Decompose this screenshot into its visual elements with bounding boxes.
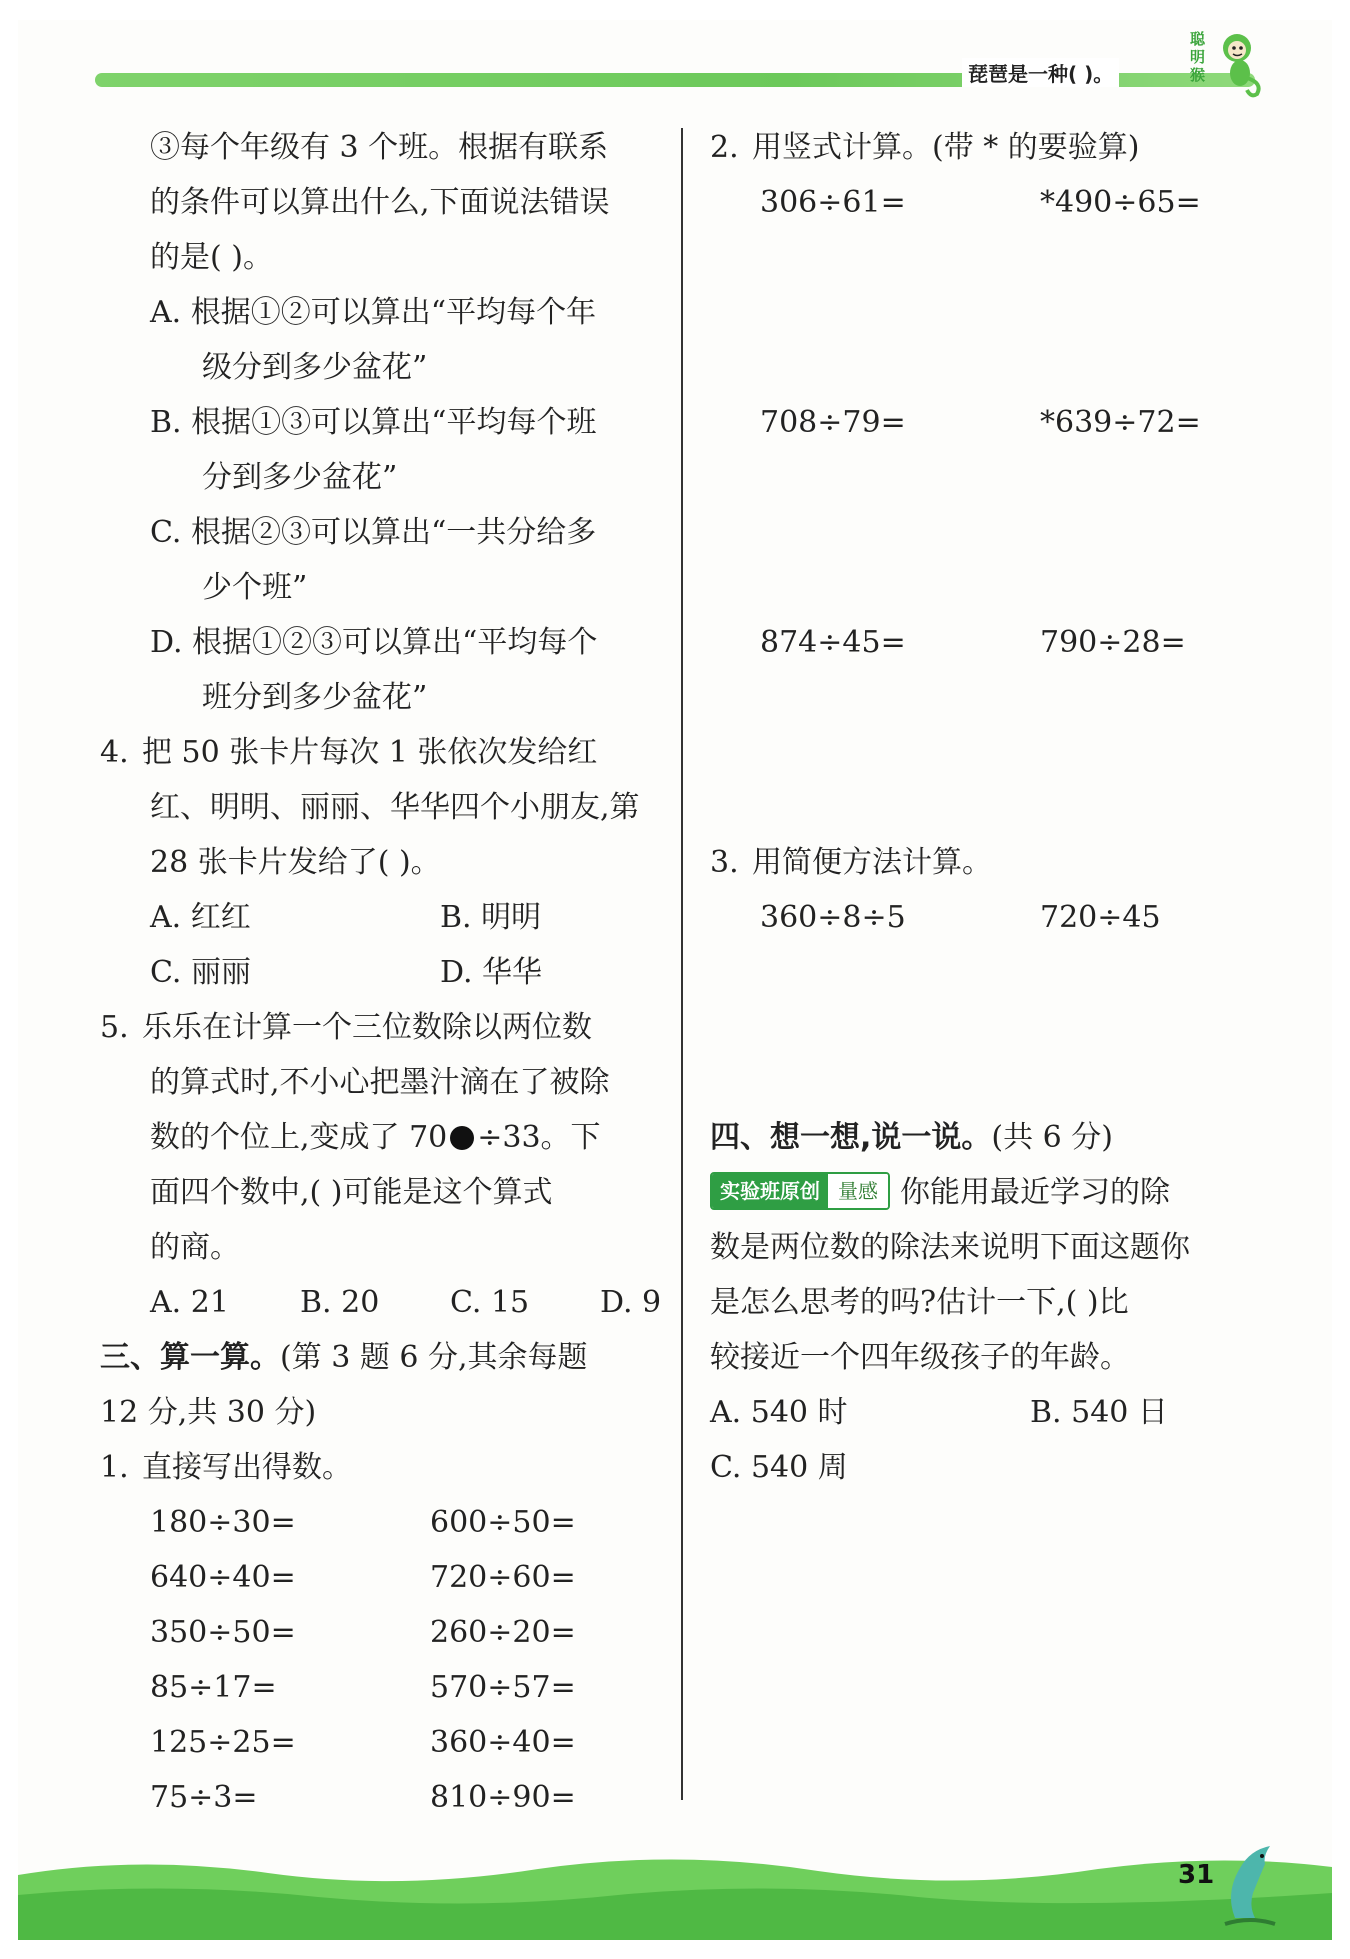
- question-text: 把 50 张卡片每次 1 张依次发给红: [142, 735, 598, 770]
- section-title: 三、算一算。: [100, 1340, 280, 1375]
- option-text: 分到多少盆花”: [202, 460, 398, 495]
- subquestion-3: [710, 835, 1280, 890]
- option-text: 班分到多少盆花”: [202, 680, 428, 715]
- calc-row: [100, 1605, 670, 1660]
- option-text: 少个班”: [202, 570, 308, 605]
- option-text: A. 21: [150, 1285, 229, 1320]
- options-row: [100, 945, 670, 1000]
- section-4-heading: [710, 1110, 1280, 1165]
- section-title: 四、想一想,说一说。: [710, 1120, 992, 1155]
- question-text: 用竖式计算。(带 * 的要验算): [752, 130, 1140, 165]
- calc-item: 708÷79=: [760, 405, 906, 440]
- header-riddle: 琵琶是一种( )。: [962, 58, 1119, 87]
- calc-item: 874÷45=: [760, 625, 906, 660]
- calc-item: 350÷50=: [150, 1615, 296, 1650]
- question-text-with-ink: [100, 1110, 670, 1165]
- tag-label: 量感: [828, 1174, 888, 1208]
- calc-item: 75÷3=: [150, 1780, 258, 1815]
- options-row: [100, 890, 670, 945]
- option-text: D. 华华: [440, 955, 543, 990]
- option-text: C. 540 周: [710, 1450, 848, 1485]
- calc-row: [100, 1770, 670, 1825]
- calc-row: [710, 890, 1280, 945]
- text-line: 的条件可以算出什么,下面说法错误: [150, 185, 610, 220]
- calc-row: [100, 1715, 670, 1770]
- question-text: 你能用最近学习的除: [900, 1175, 1170, 1210]
- calc-row: [710, 175, 1280, 230]
- work-space: [710, 230, 1280, 395]
- calc-item: 180÷30=: [150, 1505, 296, 1540]
- question-text: 红、明明、丽丽、华华四个小朋友,第: [150, 790, 640, 825]
- question-number: 5.: [100, 1010, 129, 1045]
- subquestion-2: [710, 120, 1280, 175]
- question-text: 直接写出得数。: [142, 1450, 352, 1485]
- option-text: B. 根据①③可以算出“平均每个班: [150, 405, 597, 440]
- question-number: 4.: [100, 735, 129, 770]
- calc-item: 720÷45: [1040, 900, 1161, 935]
- calc-row: [710, 395, 1280, 450]
- tag-label: 实验班原创: [712, 1174, 828, 1208]
- option-text: D. 根据①②③可以算出“平均每个: [150, 625, 598, 660]
- calc-item: 600÷50=: [430, 1505, 576, 1540]
- question-text: 面四个数中,( )可能是这个算式: [150, 1175, 553, 1210]
- options-row: [100, 1275, 670, 1330]
- option-text: A. 根据①②可以算出“平均每个年: [150, 295, 597, 330]
- question-text: 乐乐在计算一个三位数除以两位数: [142, 1010, 592, 1045]
- section-4-intro: [710, 1165, 1280, 1220]
- option-text: C. 丽丽: [150, 955, 251, 990]
- options-row: [710, 1385, 1280, 1440]
- calc-row: [100, 1660, 670, 1715]
- question-text: 的商。: [150, 1230, 240, 1265]
- option-text: B. 20: [300, 1285, 380, 1320]
- brand-label: 聪明猴: [1190, 30, 1206, 84]
- question-5: [100, 1000, 670, 1055]
- page-number: 31: [1178, 1860, 1215, 1890]
- footer-wave: [18, 1845, 1332, 1940]
- calc-row: [710, 615, 1280, 670]
- question-text: 的算式时,不小心把墨汁滴在了被除: [150, 1065, 610, 1100]
- calc-row: [100, 1550, 670, 1605]
- question-text: 数是两位数的除法来说明下面这题你: [710, 1230, 1190, 1265]
- section-note: (第 3 题 6 分,其余每题: [280, 1340, 588, 1375]
- calc-item: 125÷25=: [150, 1725, 296, 1760]
- calc-item: 570÷57=: [430, 1670, 576, 1705]
- question-text: 较接近一个四年级孩子的年龄。: [710, 1340, 1130, 1375]
- section-3-heading: [100, 1330, 670, 1385]
- option-text: D. 9: [600, 1285, 662, 1320]
- option-text: B. 540 日: [1030, 1395, 1168, 1430]
- original-tag: [710, 1172, 890, 1210]
- option-text: 级分到多少盆花”: [202, 350, 428, 385]
- calc-item: *639÷72=: [1040, 405, 1201, 440]
- option-text: B. 明明: [440, 900, 542, 935]
- ink-blot-icon: [450, 1126, 474, 1150]
- question-text: 用简便方法计算。: [752, 845, 992, 880]
- work-space: [710, 450, 1280, 615]
- question-4: [100, 725, 670, 780]
- left-column: [100, 120, 670, 1825]
- text-line: 的是( )。: [150, 240, 273, 275]
- question-text: 数的个位上,变成了 70: [150, 1120, 448, 1155]
- calc-item: 720÷60=: [430, 1560, 576, 1595]
- section-note: 12 分,共 30 分): [100, 1395, 317, 1430]
- calc-item: 790÷28=: [1040, 625, 1186, 660]
- calc-row: [100, 1495, 670, 1550]
- question-text: ÷33。下: [477, 1120, 601, 1155]
- right-column: [710, 120, 1280, 1495]
- calc-item: 360÷40=: [430, 1725, 576, 1760]
- calc-item: 306÷61=: [760, 185, 906, 220]
- question-text: 28 张卡片发给了( )。: [150, 845, 441, 880]
- calc-item: 260÷20=: [430, 1615, 576, 1650]
- calc-item: 85÷17=: [150, 1670, 277, 1705]
- work-space: [710, 670, 1280, 835]
- option-text: A. 红红: [150, 900, 251, 935]
- text-line: ③每个年级有 3 个班。根据有联系: [150, 130, 609, 165]
- work-space: [710, 945, 1280, 1110]
- option-text: C. 根据②③可以算出“一共分给多: [150, 515, 597, 550]
- question-text: 是怎么思考的吗?估计一下,( )比: [710, 1285, 1129, 1320]
- option-text: C. 15: [450, 1285, 530, 1320]
- calc-item: *490÷65=: [1040, 185, 1201, 220]
- question-number: 1.: [100, 1450, 129, 1485]
- option-text: A. 540 时: [710, 1395, 848, 1430]
- calc-item: 810÷90=: [430, 1780, 576, 1815]
- subquestion-1: [100, 1440, 670, 1495]
- section-note: (共 6 分): [991, 1120, 1113, 1155]
- calc-item: 640÷40=: [150, 1560, 296, 1595]
- question-number: 2.: [710, 130, 739, 165]
- question-number: 3.: [710, 845, 739, 880]
- calc-item: 360÷8÷5: [760, 900, 906, 935]
- dolphin-icon: [1215, 1838, 1285, 1928]
